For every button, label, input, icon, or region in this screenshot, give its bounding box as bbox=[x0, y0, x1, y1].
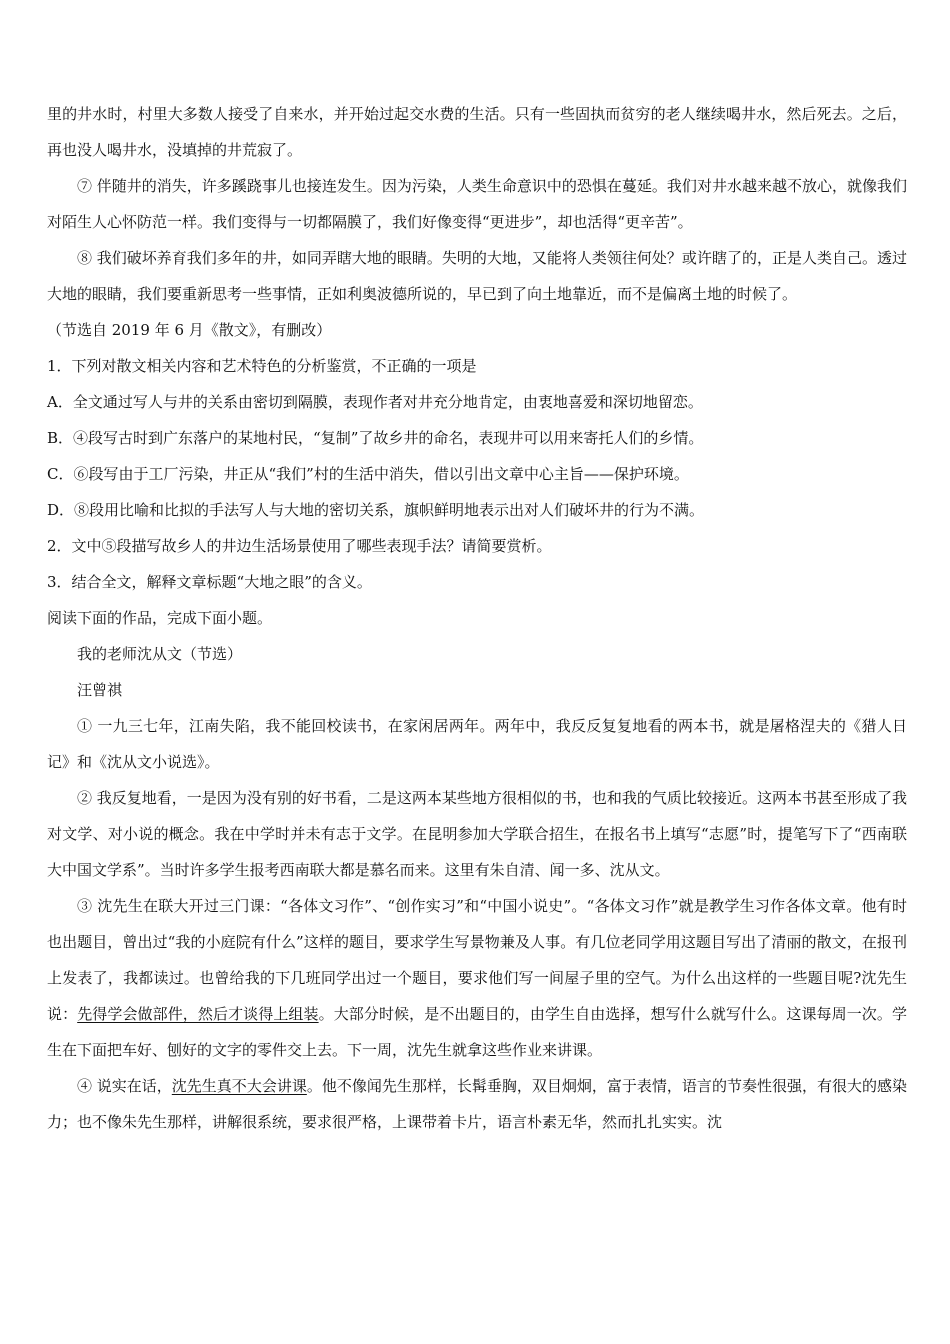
essay2-paragraph-3-text-a: ③ 沈先生在联大开过三门课：“各体文习作”、“创作实习”和“中国小说史”。“各体文习作”就是教学生习作各体文章。他有时也出题目，曾出过“我的小庭院有什么”这样的题目，要求学生写景物兼及人事。有几位老同学用这题目写出了清丽的散文，在报刊上发表了，我都读过。也曾给我的下几班同学出过一个题目，要求他们写一间屋子里的空气。为什么出这样的一些题目呢?沈先生说： bbox=[47, 897, 907, 1023]
essay2-paragraph-3 bbox=[47, 888, 907, 1068]
essay2-paragraph-3-underlined: 先得学会做部件，然后才谈得上组装 bbox=[77, 1005, 319, 1023]
reading-instruction: 阅读下面的作品，完成下面小题。 bbox=[47, 609, 273, 627]
essay2-author: 汪曾祺 bbox=[77, 681, 123, 699]
essay1-paragraph-8: ⑧ 我们破坏养育我们多年的井，如同弄瞎大地的眼睛。失明的大地，又能将人类领往何处？或许瞎了的，正是人类自己。透过大地的眼睛，我们要重新思考一些事情，正如利奥波德所说的，早已到了向土地靠近，而不是偏离土地的时候了。 bbox=[47, 249, 907, 303]
document-page bbox=[47, 96, 907, 1140]
essay1-paragraph-6-tail: 里的井水时，村里大多数人接受了自来水，并开始过起交水费的生活。只有一些固执而贫穷的老人继续喝井水，然后死去。之后，再也没人喝井水，没填掉的井荒寂了。 bbox=[47, 105, 907, 159]
question-1-option-a: A．全文通过写人与井的关系由密切到隔膜，表现作者对井充分地肯定，由衷地喜爱和深切地留恋。 bbox=[47, 393, 703, 411]
question-1-option-d: D．⑧段用比喻和比拟的手法写人与大地的密切关系，旗帜鲜明地表示出对人们破坏井的行为不满。 bbox=[47, 501, 705, 519]
question-2: 2．文中⑤段描写故乡人的井边生活场景使用了哪些表现手法？请简要赏析。 bbox=[47, 537, 552, 555]
essay1-paragraph-7: ⑦ 伴随井的消失，许多蹊跷事儿也接连发生。因为污染，人类生命意识中的恐惧在蔓延。我们对井水越来越不放心，就像我们对陌生人心怀防范一样。我们变得与一切都隔膜了，我们好像变得“更进步”，却也活得“更辛苦”。 bbox=[47, 177, 907, 231]
essay2-title: 我的老师沈从文（节选） bbox=[77, 645, 243, 663]
essay2-paragraph-4-underlined: 沈先生真不大会讲课 bbox=[171, 1077, 307, 1095]
essay2-paragraph-4-text-b: 。他不像闻先生那样，长髯垂胸，双目炯炯，富于表情，语言的节奏性很强，有很大的感染力；也不像朱先生那样，讲解很系统，要求很严格，上课带着卡片，语言朴素无华，然而扎扎实实。沈 bbox=[47, 1077, 907, 1131]
question-1: 1．下列对散文相关内容和艺术特色的分析鉴赏，不正确的一项是 bbox=[47, 357, 477, 375]
essay1-source-note: （节选自 2019 年 6 月《散文》，有删改） bbox=[47, 321, 332, 339]
essay2-paragraph-1: ① 一九三七年，江南失陷，我不能回校读书，在家闲居两年。两年中，我反反复复地看的两本书，就是屠格涅夫的《猎人日记》和《沈从文小说选》。 bbox=[47, 717, 907, 771]
essay2-paragraph-2: ② 我反复地看，一是因为没有别的好书看，二是这两本某些地方很相似的书，也和我的气质比较接近。这两本书甚至形成了我对文学、对小说的概念。我在中学时并未有志于文学。在昆明参加大学联合招生，在报名书上填写“志愿”时，提笔写下了“西南联大中国文学系”。当时许多学生报考西南联大都是慕名而来。这里有朱自清、闻一多、沈从文。 bbox=[47, 789, 907, 879]
essay2-paragraph-4 bbox=[47, 1068, 907, 1140]
question-1-option-b: B．④段写古时到广东落户的某地村民，“复制”了故乡井的命名，表现井可以用来寄托人们的乡情。 bbox=[47, 429, 704, 447]
essay2-paragraph-3-text-b: 。大部分时候，是不出题目的，由学生自由选择，想写什么就写什么。这课每周一次。学生在下面把车好、刨好的文字的零件交上去。下一周，沈先生就拿这些作业来讲课。 bbox=[47, 1005, 907, 1059]
question-1-option-c: C．⑥段写由于工厂污染，井正从“我们”村的生活中消失，借以引出文章中心主旨——保护环境。 bbox=[47, 465, 689, 483]
question-3: 3．结合全文，解释文章标题“大地之眼”的含义。 bbox=[47, 573, 372, 591]
essay2-paragraph-4-text-a: ④ 说实在话， bbox=[77, 1077, 172, 1095]
